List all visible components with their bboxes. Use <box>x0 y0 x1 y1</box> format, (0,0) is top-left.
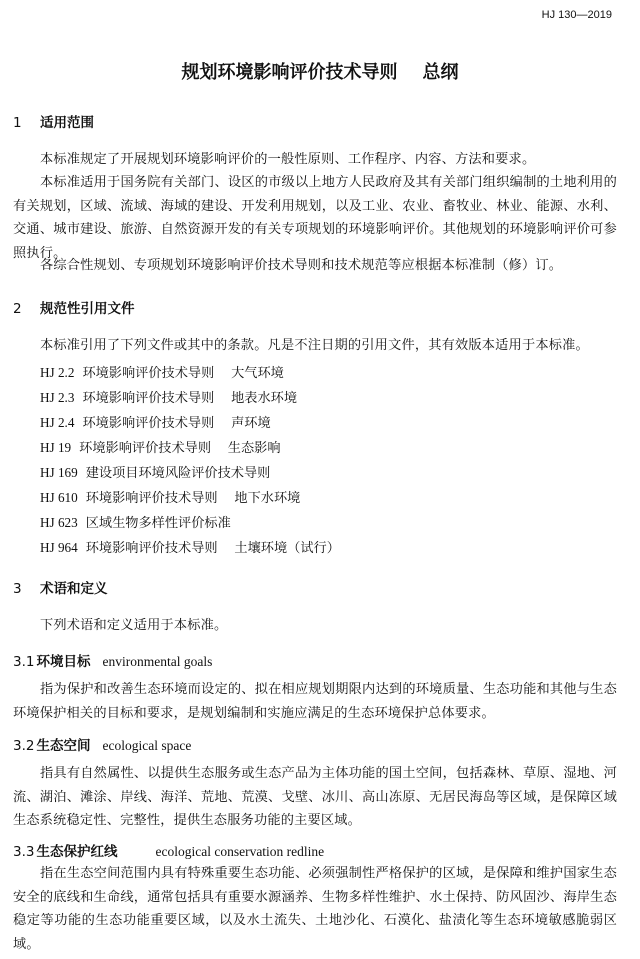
section-number: 1 <box>13 115 22 131</box>
term-heading <box>13 840 324 860</box>
reference-item <box>40 537 340 556</box>
reference-code: HJ 610 <box>40 490 78 505</box>
reference-title: 环境影响评价技术导则 大气环境 <box>82 366 284 381</box>
paragraph: 下列术语和定义适用于本标准。 <box>40 618 228 633</box>
paragraph: 本标准规定了开展规划环境影响评价的一般性原则、工作程序、内容、方法和要求。 <box>40 152 536 167</box>
paragraph: 本标准适用于国务院有关部门、设区的市级以上地方人民政府及其有关部门组织编制的土地利用的有关规划，区域、流域、海域的建设、开发利用规划，以及工业、农业、畜牧业、林业、能源、水利、交通、城市建设、旅游、自然资源开发的有关专项规划的环境影响评价。其他规划的环境影响评价可参照执行。 <box>13 175 617 261</box>
reference-item <box>40 412 271 431</box>
reference-item <box>40 487 300 506</box>
section-title: 术语和定义 <box>40 581 108 597</box>
document-title: 规划环境影响评价技术导则 总纲 <box>181 62 459 83</box>
reference-title: 环境影响评价技术导则 地表水环境 <box>82 391 298 406</box>
term-english: ecological conservation redline <box>155 844 325 859</box>
reference-item <box>40 462 270 481</box>
term-number: 3.1 <box>13 654 35 670</box>
page-header-code: HJ 130—2019 <box>541 9 612 21</box>
reference-code: HJ 2.3 <box>40 390 75 405</box>
term-english: ecological space <box>102 738 192 753</box>
term-english: environmental goals <box>102 654 213 669</box>
term-heading <box>13 734 191 754</box>
term-definition: 指在生态空间范围内具有特殊重要生态功能、必须强制性严格保护的区域，是保障和维护国家生态安全的底线和生命线，通常包括具有重要水源涵养、生物多样性维护、水土保持、防风固沙、海岸生态稳定等功能的生态功能重要区域，以及水土流失、土地沙化、石漠化、盐渍化等生态环境敏感脆弱区域。 <box>13 866 617 952</box>
term-name: 生态空间 <box>36 738 91 754</box>
reference-code: HJ 2.4 <box>40 415 75 430</box>
term-number: 3.3 <box>13 844 35 860</box>
term-heading <box>13 650 212 670</box>
reference-code: HJ 169 <box>40 465 78 480</box>
section-title: 适用范围 <box>40 115 94 131</box>
term-name: 环境目标 <box>36 654 91 670</box>
term-definition: 指为保护和改善生态环境而设定的、拟在相应规划期限内达到的环境质量、生态功能和其他与生态环境保护相关的目标和要求，是规划编制和实施应满足的生态环境保护总体要求。 <box>13 682 617 721</box>
term-number: 3.2 <box>13 738 35 754</box>
reference-item <box>40 387 297 406</box>
reference-code: HJ 19 <box>40 440 72 455</box>
term-name: 生态保护红线 <box>36 844 118 860</box>
section-title: 规范性引用文件 <box>40 301 135 317</box>
reference-code: HJ 623 <box>40 515 78 530</box>
paragraph: 各综合性规划、专项规划环境影响评价技术导则和技术规范等应根据本标准制（修）订。 <box>40 258 563 273</box>
reference-title: 环境影响评价技术导则 声环境 <box>82 416 271 431</box>
reference-code: HJ 2.2 <box>40 365 75 380</box>
section-number: 3 <box>13 581 22 597</box>
section-2-heading <box>13 297 135 317</box>
reference-item <box>40 512 231 531</box>
section-1-heading <box>13 111 94 131</box>
reference-title: 环境影响评价技术导则 地下水环境 <box>85 491 301 506</box>
section-number: 2 <box>13 301 22 317</box>
reference-item <box>40 437 281 456</box>
term-definition: 指具有自然属性、以提供生态服务或生态产品为主体功能的国土空间，包括森林、草原、湿地、河流、湖泊、滩涂、岸线、海洋、荒地、荒漠、戈壁、冰川、高山冻原、无居民海岛等区域，是保障区域生态系统稳定性、完整性，提供生态服务功能的主要区域。 <box>13 766 617 828</box>
section-3-heading <box>13 577 108 597</box>
reference-code: HJ 964 <box>40 540 78 555</box>
reference-title: 环境影响评价技术导则 生态影响 <box>79 441 281 456</box>
paragraph: 本标准引用了下列文件或其中的条款。凡是不注日期的引用文件，其有效版本适用于本标准。 <box>40 338 589 353</box>
reference-title: 环境影响评价技术导则 土壤环境（试行） <box>85 541 340 556</box>
reference-title: 建设项目环境风险评价技术导则 <box>85 466 271 481</box>
reference-title: 区域生物多样性评价标准 <box>85 516 231 531</box>
reference-item <box>40 362 284 381</box>
